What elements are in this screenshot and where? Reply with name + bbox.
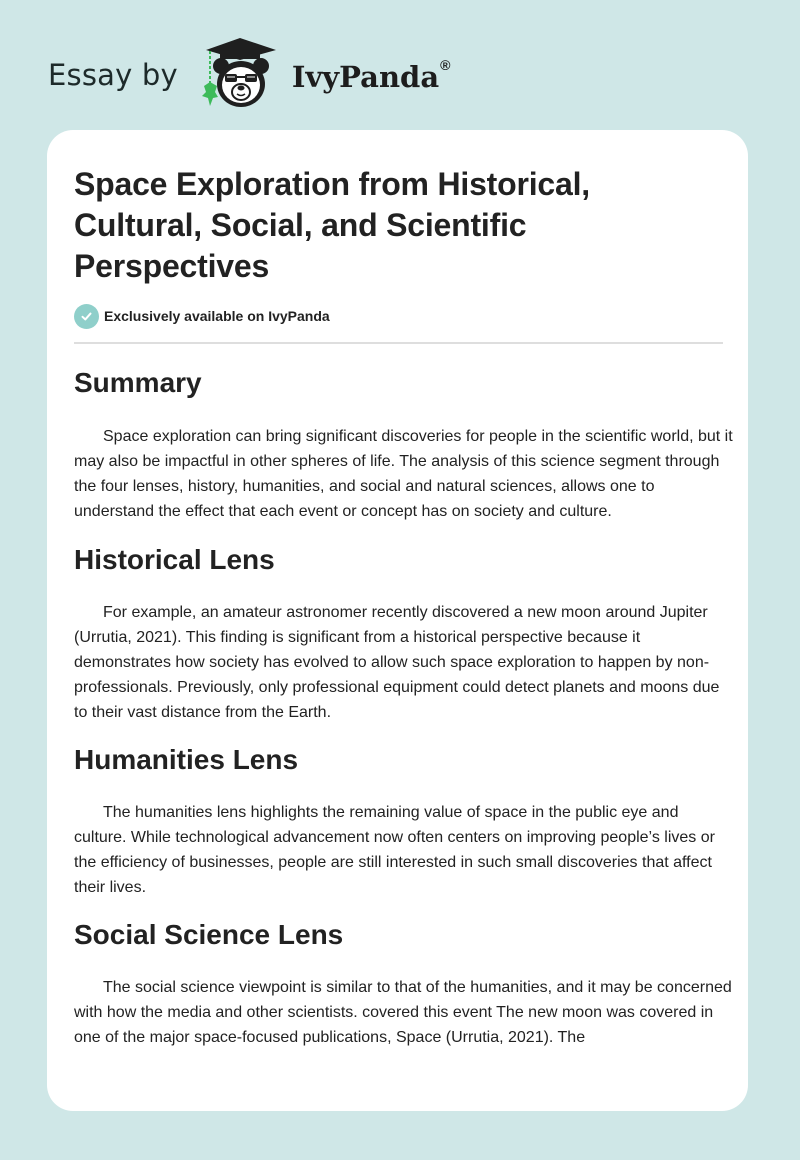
section-heading-summary: Summary [74, 367, 202, 398]
essay-card [47, 130, 748, 1111]
panda-graduate-logo-icon[interactable] [196, 36, 286, 112]
section-body-historical-lens: For example, an amateur astronomer recently discovered a new moon around Jupiter (Urrutia, 2021). This finding is significant from a historical perspective because it demonstrates how society has evolved to allow such space exploration to happen by non-professionals. Previously, only professional equipment could detect planets and moons due to their vast distance from the Earth. [74, 604, 720, 721]
exclusive-badge [74, 303, 722, 329]
title-divider [74, 342, 723, 344]
registered-mark: ® [440, 57, 451, 74]
section-heading-social-science-lens: Social Science Lens [74, 919, 344, 950]
section-body-humanities-lens: The humanities lens highlights the remaining value of space in the public eye and culture. While technological advancement now often centers on improving people’s lives or the efficiency of businesses, people are still interested in such small discoveries that affect their lives. [74, 804, 715, 896]
section-heading-humanities-lens: Humanities Lens [74, 744, 299, 775]
check-circle-icon [74, 304, 99, 329]
section-body-summary: Space exploration can bring significant discoveries for people in the scientific world, but it may also be impactful in other spheres of life. The analysis of this science segment through the four lenses, history, humanities, and social and natural sciences, allows one to understand the effect that each event or concept has on society and culture. [74, 428, 733, 520]
section-heading-historical-lens: Historical Lens [74, 544, 275, 575]
page-title: Space Exploration from Historical, Cultural, Social, and Scientific Perspectives [74, 166, 590, 284]
exclusive-badge-text: Exclusively available on IvyPanda [104, 308, 330, 324]
section-body-social-science-lens: The social science viewpoint is similar to that of the humanities, and it may be concerned with how the media and other scientists. covered this event The new moon was covered in one of the major space-focused publications, Space (Urrutia, 2021). The [74, 979, 732, 1046]
essay-by-label: Essay by [48, 58, 178, 92]
brand-name[interactable] [291, 57, 451, 94]
brand-text: IvyPanda [291, 60, 440, 94]
site-header [48, 34, 450, 114]
